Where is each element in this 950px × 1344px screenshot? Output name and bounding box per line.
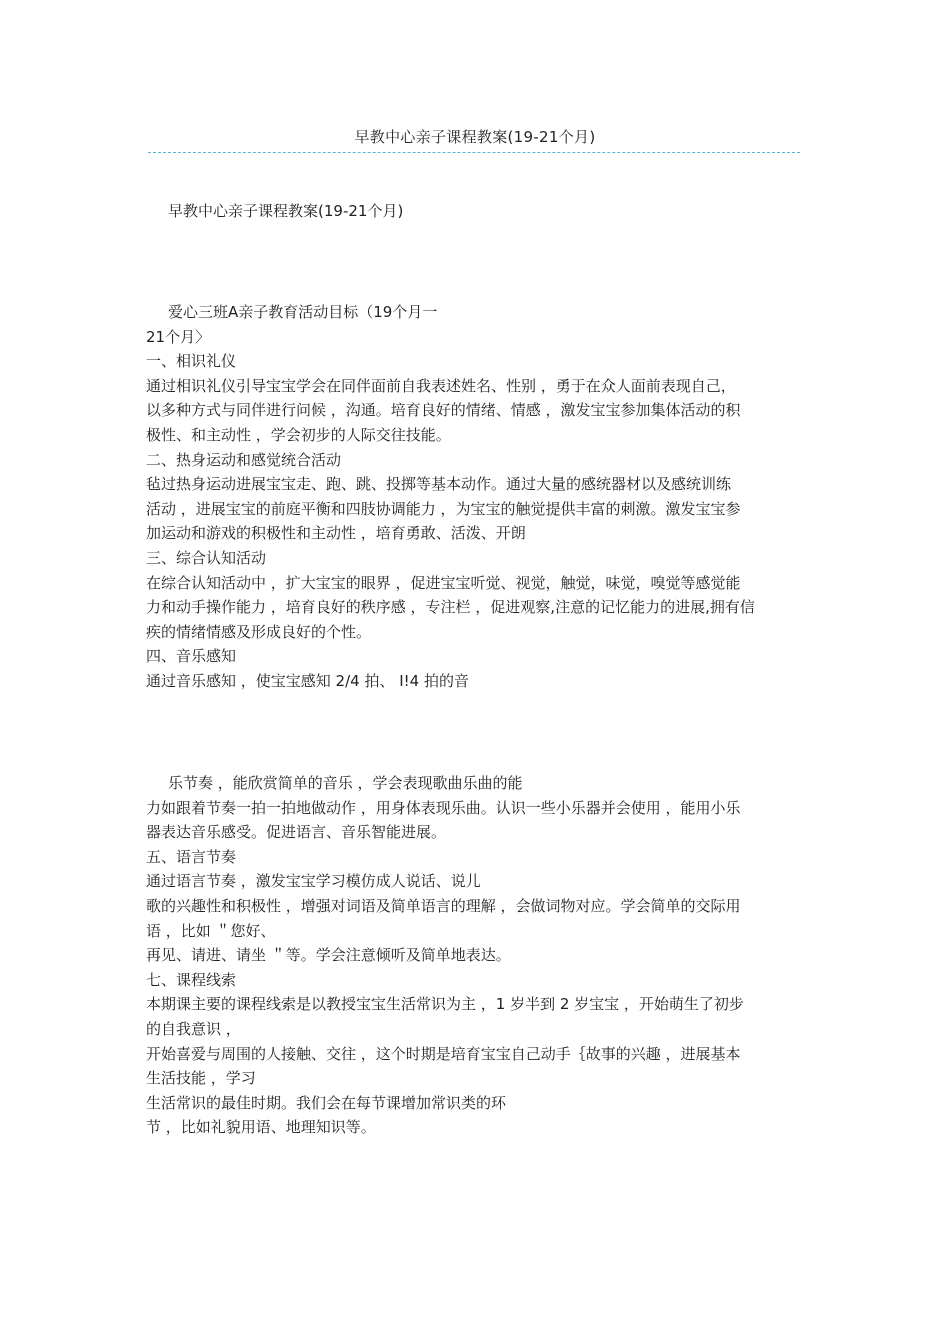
paragraph-line: 爱心三班A亲子教育活动目标（19个月一 [168, 303, 438, 321]
paragraph-line: 通过音乐感知 ，使宝宝感知 2/4 拍、 I!4 拍的音 [146, 671, 469, 690]
paragraph-line: 通过相识礼仪引导宝宝学会在同伴面前自我表述姓名、性别 ，勇于在众人面前表现自己， [146, 376, 736, 395]
paragraph-line: 力如跟着节奏一拍一拍地做动作 ，用身体表现乐曲。认识一些小乐器并会使用 ，能用小乐 [146, 798, 741, 817]
paragraph-line: 活动 ，进展宝宝的前庭平衡和四肢协调能力 ，为宝宝的触觉提供丰富的刺激。激发宝宝参 [146, 499, 741, 518]
paragraph-line: 疾的情绪情感及形成良好的个性。 [146, 622, 372, 641]
document-title: 早教中心亲子课程教案(19-21个月) [168, 202, 404, 220]
paragraph-line: 加运动和游戏的积极性和主动性 ，培育勇敢、活泼、开朗 [146, 524, 526, 543]
section-heading: 五、语言节奏 [146, 847, 237, 866]
paragraph-line: 极性、和主动性 ，学会初步的人际交往技能。 [146, 425, 451, 444]
paragraph-line: 以多种方式与同伴进行问候 ，沟通。培育良好的情绪、情感 ，激发宝宝参加集体活动的积 [146, 401, 741, 420]
paragraph-line: 语 ，比如 ＂您好、 [146, 921, 276, 940]
paragraph-line: 开始喜爱与周围的人接触、交往 ，这个时期是培育宝宝自己动手｛故事的兴趣 ，进展基本 [146, 1044, 741, 1063]
header-divider [148, 152, 800, 153]
paragraph-line: 的自我意识 ， [146, 1019, 241, 1038]
paragraph-line: 21个月〉 [146, 327, 211, 346]
paragraph-line: 再见、请进、请坐 ＂等。学会注意倾听及简单地表达。 [146, 946, 511, 965]
paragraph-line: 生活常识的最佳时期。我们会在每节课增加常识类的环 [146, 1093, 507, 1112]
section-heading: 二、热身运动和感觉统合活动 [146, 450, 342, 469]
paragraph-line: 乐节奏 ，能欣赏简单的音乐 ，学会表现歌曲乐曲的能 [168, 774, 523, 792]
page-header-title: 早教中心亲子课程教案(19-21个月) [354, 128, 596, 146]
section-heading: 一、相识礼仪 [146, 352, 237, 371]
section-heading: 四、音乐感知 [146, 647, 237, 666]
paragraph-line: 本期课主要的课程线索是以教授宝宝生活常识为主 ，1 岁半到 2 岁宝宝 ，开始萌生了初步 [146, 995, 744, 1014]
paragraph-line: 毡过热身运动进展宝宝走、跑、跳、投掷等基本动作。通过大量的感统器材以及感统训练 [146, 475, 732, 494]
content-block-1 [146, 300, 812, 694]
content-block-2 [146, 771, 812, 1140]
paragraph-line: 在综合认知活动中 ，扩大宝宝的眼界 ，促进宝宝听觉、视觉，触觉，味觉，嗅觉等感觉能 [146, 573, 741, 592]
section-heading: 三、综合认知活动 [146, 548, 267, 567]
section-heading: 七、课程线索 [146, 970, 237, 989]
paragraph-line: 器表达音乐感受。促进语言、音乐智能进展。 [146, 823, 447, 842]
paragraph-line: 歌的兴趣性和积极性 ，增强对词语及简单语言的理解 ，会做词物对应。学会简单的交际用 [146, 896, 741, 915]
paragraph-line: 通过语言节奏 ，激发宝宝学习模仿成人说话、说儿 [146, 872, 481, 891]
paragraph-line: 力和动手操作能力 ，培育良好的秩序感 ，专注栏 ，促进观察,注意的记忆能力的进展,拥有信 [146, 598, 755, 617]
paragraph-line: 节 ，比如礼貌用语、地理知识等。 [146, 1118, 376, 1137]
paragraph-line: 生活技能 ，学习 [146, 1069, 256, 1088]
